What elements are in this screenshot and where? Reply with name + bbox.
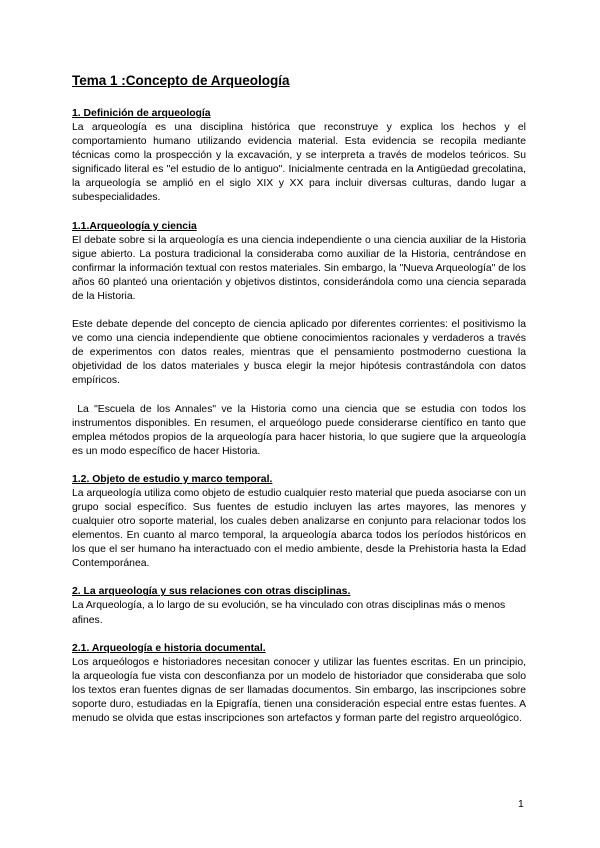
paragraph: La arqueología utiliza como objeto de estudio cualquier resto material que pueda asociarse con un grupo social específico. Sus fuentes de estudio incluyen las artes mayores, las menores y cualquier otro soporte material, los cuales deben analizarse en conjunto para relacionar todos los elementos. En cuanto al marco temporal, la arqueología abarca todos los períodos históricos en los que el ser humano ha interactuado con el medio ambiente, desde la Prehistoria hasta la Edad Contemporánea. <box>72 487 526 570</box>
section-heading: 2.1. Arqueología e historia documental. <box>72 642 266 654</box>
section-heading: 1. Definición de arqueología <box>72 108 211 119</box>
section-historia-documental <box>72 642 526 726</box>
paragraph: La "Escuela de los Annales" ve la Historia como una ciencia que se estudia con todos los instrumentos disponibles. En resumen, el arqueólogo puede considerarse científico en tanto que emplea métodos propios de la arqueología para hacer historia, lo que sugiere que la arqueología es un modo específico de hacer Historia. <box>72 403 529 457</box>
paragraph: El debate sobre si la arqueología es una ciencia independiente o una ciencia auxiliar de la Historia sigue abierto. La postura tradicional la consideraba como auxiliar de la Historia, centrándose en confirmar la información textual con restos materiales. Sin embargo, la "Nueva Arqueología" de los años 60 planteó una orientación y objetivos distintos, considerándola como una ciencia separada de la Historia. <box>72 234 526 302</box>
section-relaciones-disciplinas <box>72 585 526 627</box>
paragraph: Este debate depende del concepto de ciencia aplicado por diferentes corrientes: el positivismo la ve como una ciencia independiente que obtiene conocimientos racionales y verdaderos a través de experimentos con datos reales, mientras que el pensamiento postmoderno cuestiona la objetividad de los datos materiales y busca elegir la mejor hipótesis contrastándola con datos empíricos. <box>72 319 526 387</box>
document-body <box>72 73 529 726</box>
document-title: Tema 1 :Concepto de Arqueología <box>72 73 290 88</box>
section-arqueologia-y-ciencia <box>72 220 529 459</box>
section-heading: 2. La arqueología y sus relaciones con otras disciplinas. <box>72 586 351 598</box>
paragraph: La Arqueología, a lo largo de su evolución, se ha vinculado con otras disciplinas más o menos afines. <box>72 600 506 626</box>
section-heading: 1.2. Objeto de estudio y marco temporal. <box>72 473 273 485</box>
page-number: 1 <box>518 799 524 810</box>
section-heading: 1.1.Arqueología y ciencia <box>72 220 197 232</box>
paragraph: Los arqueólogos e historiadores necesitan conocer y utilizar las fuentes escritas. En un principio, la arqueología fue vista con desconfianza por un modelo de historiador que consideraba que solo los textos eran fuentes dignas de ser llamadas documentos. Sin embargo, las inscripciones sobre soporte duro, estudiadas en la Epigrafía, tienen una consideración especial entre estas fuentes. A menudo se olvida que estas inscripciones son artefactos y forman parte del registro arqueológico. <box>72 656 526 724</box>
section-objeto-de-estudio <box>72 473 526 572</box>
paragraph: La arqueología es una disciplina histórica que reconstruye y explica los hechos y el comportamiento humano utilizando evidencia material. Esta evidencia se recopila mediante técnicas como la prospección y la excavación, y se interpreta a través de modelos teóricos. Su significado literal es "el estudio de lo antiguo". Inicialmente centrada en la Antigüedad grecolatina, la arqueología se amplió en el siglo XIX y XX para incluir diversas culturas, dando lugar a subespecialidades. <box>72 122 526 204</box>
section-definicion <box>72 107 526 206</box>
